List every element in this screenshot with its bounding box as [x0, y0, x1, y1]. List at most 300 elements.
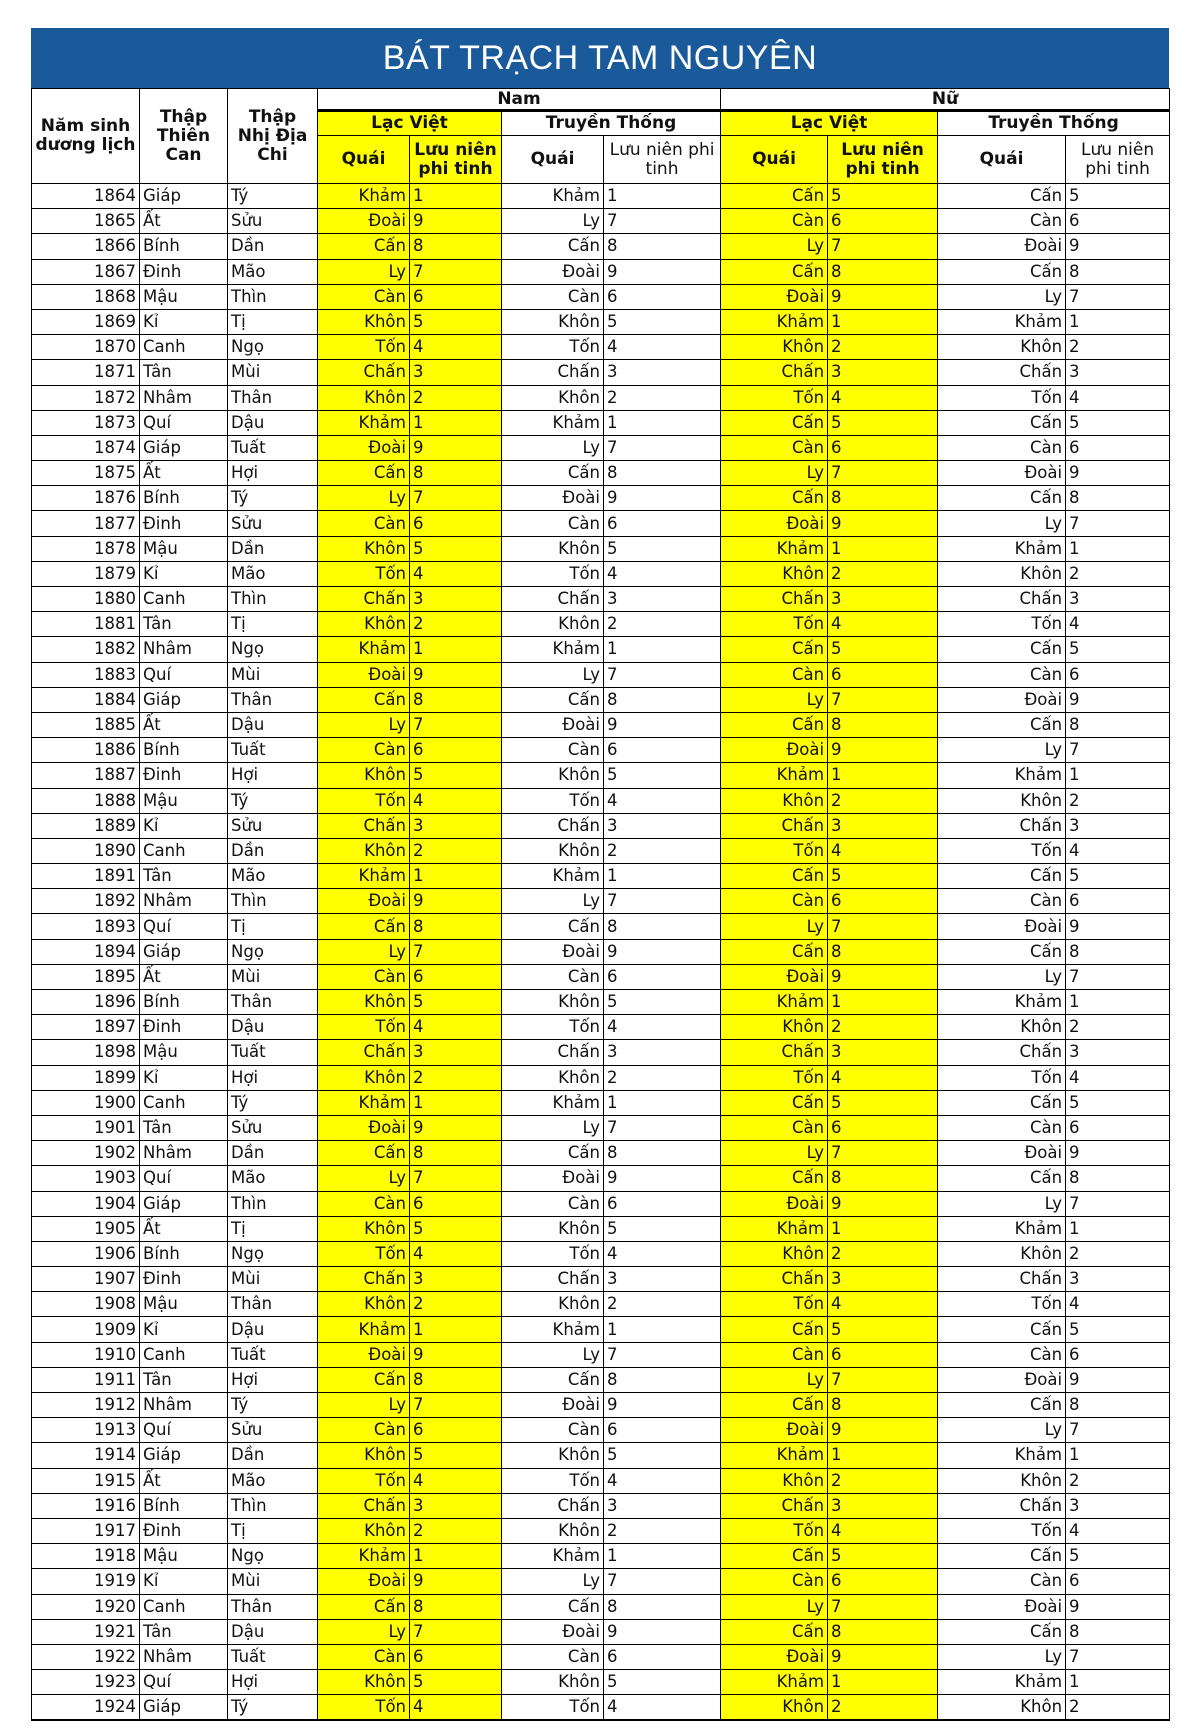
year-cell: 1900: [32, 1090, 140, 1115]
year-cell: 1872: [32, 385, 140, 410]
male-tt-quai-cell: Khôn: [502, 1292, 604, 1317]
male-tt-quai-cell: Ly: [502, 662, 604, 687]
stem-cell: Giáp: [140, 435, 228, 460]
table-row: [32, 1166, 1170, 1191]
female-tt-star-cell: 1: [1066, 536, 1170, 561]
male-lv-star-cell: 2: [410, 1518, 502, 1543]
year-cell: 1870: [32, 335, 140, 360]
male-lv-quai-cell: Ly: [318, 712, 410, 737]
female-tt-star-cell: 1: [1066, 1443, 1170, 1468]
female-tt-quai-cell: Càn: [938, 1342, 1066, 1367]
male-lv-quai-cell: Chấn: [318, 587, 410, 612]
male-tt-star-cell: 3: [604, 360, 721, 385]
female-lv-quai-cell: Chấn: [721, 1267, 828, 1292]
female-tt-star-cell: 2: [1066, 561, 1170, 586]
male-lv-star-cell: 6: [410, 964, 502, 989]
male-lv-star-cell: 4: [410, 335, 502, 360]
male-lv-star-cell: 6: [410, 284, 502, 309]
stem-cell: Nhâm: [140, 385, 228, 410]
stem-cell: Đinh: [140, 511, 228, 536]
female-lv-quai-cell: Khảm: [721, 1443, 828, 1468]
male-lv-quai-cell: Đoài: [318, 889, 410, 914]
male-tt-star-cell: 9: [604, 1393, 721, 1418]
female-tt-quai-cell: Cấn: [938, 712, 1066, 737]
female-tt-quai-cell: Đoài: [938, 234, 1066, 259]
stem-cell: Nhâm: [140, 637, 228, 662]
female-tt-star-cell: 3: [1066, 1493, 1170, 1518]
male-lv-star-cell: 1: [410, 864, 502, 889]
female-tt-quai-cell: Tốn: [938, 1518, 1066, 1543]
year-cell: 1916: [32, 1493, 140, 1518]
table-row: [32, 1695, 1170, 1721]
female-lv-quai-cell: Càn: [721, 1342, 828, 1367]
year-cell: 1896: [32, 990, 140, 1015]
year-cell: 1877: [32, 511, 140, 536]
year-cell: 1867: [32, 259, 140, 284]
female-lv-quai-cell: Chấn: [721, 587, 828, 612]
male-lv-star-cell: 5: [410, 1216, 502, 1241]
male-tt-star-cell: 2: [604, 385, 721, 410]
branch-cell: Thân: [228, 687, 318, 712]
year-cell: 1895: [32, 964, 140, 989]
table-row: [32, 939, 1170, 964]
stem-cell: Tân: [140, 612, 228, 637]
female-tt-star-cell: 2: [1066, 788, 1170, 813]
male-tt-star-cell: 4: [604, 1241, 721, 1266]
female-tt-star-cell: 7: [1066, 284, 1170, 309]
female-tt-quai-cell: Càn: [938, 889, 1066, 914]
year-cell: 1865: [32, 209, 140, 234]
female-tt-quai-cell: Đoài: [938, 1141, 1066, 1166]
branch-cell: Hợi: [228, 1367, 318, 1392]
branch-cell: Sửu: [228, 1418, 318, 1443]
male-lv-quai-cell: Khôn: [318, 1670, 410, 1695]
table-row: [32, 360, 1170, 385]
male-tt-star-cell: 1: [604, 1317, 721, 1342]
male-tt-quai-cell: Cấn: [502, 461, 604, 486]
female-tt-star-cell: 7: [1066, 738, 1170, 763]
header-male: Nam: [318, 89, 721, 111]
male-lv-star-cell: 1: [410, 637, 502, 662]
female-lv-quai-cell: Ly: [721, 1594, 828, 1619]
stem-cell: Canh: [140, 587, 228, 612]
branch-cell: Dần: [228, 234, 318, 259]
year-cell: 1881: [32, 612, 140, 637]
female-lv-star-cell: 3: [828, 813, 938, 838]
table-row: [32, 385, 1170, 410]
male-lv-quai-cell: Đoài: [318, 435, 410, 460]
branch-cell: Tị: [228, 1518, 318, 1543]
female-tt-quai-cell: Cấn: [938, 1393, 1066, 1418]
branch-cell: Ngọ: [228, 637, 318, 662]
female-tt-quai-cell: Chấn: [938, 1040, 1066, 1065]
header-year: Năm sinh dương lịch: [32, 89, 140, 184]
branch-cell: Thìn: [228, 587, 318, 612]
female-lv-star-cell: 5: [828, 864, 938, 889]
year-cell: 1866: [32, 234, 140, 259]
male-tt-quai-cell: Càn: [502, 1191, 604, 1216]
male-lv-quai-cell: Khôn: [318, 612, 410, 637]
male-tt-star-cell: 7: [604, 662, 721, 687]
male-lv-star-cell: 7: [410, 1166, 502, 1191]
year-cell: 1904: [32, 1191, 140, 1216]
table-row: [32, 1468, 1170, 1493]
header-stem: Thập Thiên Can: [140, 89, 228, 184]
female-lv-quai-cell: Khôn: [721, 788, 828, 813]
female-lv-quai-cell: Đoài: [721, 511, 828, 536]
female-lv-quai-cell: Cấn: [721, 1317, 828, 1342]
female-lv-quai-cell: Cấn: [721, 184, 828, 209]
branch-cell: Tý: [228, 788, 318, 813]
female-tt-quai-cell: Cấn: [938, 259, 1066, 284]
table-row: [32, 511, 1170, 536]
female-tt-quai-cell: Đoài: [938, 914, 1066, 939]
female-lv-star-cell: 5: [828, 1090, 938, 1115]
female-tt-quai-cell: Tốn: [938, 385, 1066, 410]
table-row: [32, 1015, 1170, 1040]
female-tt-star-cell: 6: [1066, 1115, 1170, 1140]
male-tt-star-cell: 6: [604, 1418, 721, 1443]
stem-cell: Giáp: [140, 939, 228, 964]
stem-cell: Ất: [140, 209, 228, 234]
female-lv-quai-cell: Càn: [721, 1115, 828, 1140]
stem-cell: Ất: [140, 712, 228, 737]
table-row: [32, 561, 1170, 586]
male-tt-star-cell: 8: [604, 1594, 721, 1619]
female-tt-star-cell: 5: [1066, 1090, 1170, 1115]
female-tt-quai-cell: Khảm: [938, 1670, 1066, 1695]
male-tt-star-cell: 9: [604, 1166, 721, 1191]
stem-cell: Giáp: [140, 687, 228, 712]
male-tt-star-cell: 4: [604, 1468, 721, 1493]
male-tt-quai-cell: Khảm: [502, 1090, 604, 1115]
male-tt-star-cell: 4: [604, 1015, 721, 1040]
male-tt-quai-cell: Đoài: [502, 1166, 604, 1191]
female-tt-star-cell: 8: [1066, 939, 1170, 964]
stem-cell: Kỉ: [140, 813, 228, 838]
female-lv-quai-cell: Chấn: [721, 1040, 828, 1065]
female-tt-quai-cell: Đoài: [938, 1367, 1066, 1392]
female-tt-star-cell: 2: [1066, 1241, 1170, 1266]
male-lv-star-cell: 8: [410, 234, 502, 259]
year-cell: 1917: [32, 1518, 140, 1543]
branch-cell: Hợi: [228, 763, 318, 788]
year-cell: 1891: [32, 864, 140, 889]
female-lv-quai-cell: Càn: [721, 662, 828, 687]
year-cell: 1873: [32, 410, 140, 435]
male-tt-quai-cell: Đoài: [502, 486, 604, 511]
female-tt-star-cell: 4: [1066, 838, 1170, 863]
male-lv-quai-cell: Tốn: [318, 788, 410, 813]
male-lv-star-cell: 6: [410, 1418, 502, 1443]
header-male-lv-star: Lưu niên phi tinh: [410, 136, 502, 184]
female-tt-quai-cell: Khảm: [938, 309, 1066, 334]
female-lv-star-cell: 4: [828, 385, 938, 410]
year-cell: 1869: [32, 309, 140, 334]
male-tt-star-cell: 9: [604, 1619, 721, 1644]
male-tt-star-cell: 1: [604, 1090, 721, 1115]
female-lv-quai-cell: Khảm: [721, 309, 828, 334]
stem-cell: Canh: [140, 335, 228, 360]
female-tt-quai-cell: Chấn: [938, 587, 1066, 612]
female-tt-quai-cell: Càn: [938, 209, 1066, 234]
branch-cell: Dậu: [228, 1619, 318, 1644]
male-lv-quai-cell: Cấn: [318, 914, 410, 939]
branch-cell: Thìn: [228, 1493, 318, 1518]
female-lv-quai-cell: Đoài: [721, 738, 828, 763]
male-tt-star-cell: 8: [604, 234, 721, 259]
male-lv-quai-cell: Chấn: [318, 1493, 410, 1518]
female-tt-star-cell: 1: [1066, 309, 1170, 334]
year-cell: 1874: [32, 435, 140, 460]
female-lv-star-cell: 8: [828, 486, 938, 511]
female-tt-quai-cell: Chấn: [938, 1493, 1066, 1518]
female-tt-quai-cell: Cấn: [938, 1166, 1066, 1191]
stem-cell: Ất: [140, 964, 228, 989]
male-lv-star-cell: 1: [410, 1544, 502, 1569]
female-lv-quai-cell: Ly: [721, 914, 828, 939]
table-row: [32, 687, 1170, 712]
female-lv-quai-cell: Cấn: [721, 1090, 828, 1115]
female-tt-quai-cell: Tốn: [938, 1065, 1066, 1090]
male-tt-star-cell: 1: [604, 184, 721, 209]
female-lv-quai-cell: Tốn: [721, 1065, 828, 1090]
male-lv-quai-cell: Tốn: [318, 335, 410, 360]
female-tt-quai-cell: Ly: [938, 738, 1066, 763]
branch-cell: Mão: [228, 561, 318, 586]
female-lv-star-cell: 1: [828, 763, 938, 788]
male-tt-star-cell: 8: [604, 687, 721, 712]
branch-cell: Mão: [228, 1468, 318, 1493]
male-lv-quai-cell: Càn: [318, 1644, 410, 1669]
male-lv-quai-cell: Khảm: [318, 1090, 410, 1115]
male-lv-star-cell: 7: [410, 259, 502, 284]
branch-cell: Mùi: [228, 662, 318, 687]
male-tt-star-cell: 6: [604, 511, 721, 536]
female-tt-quai-cell: Tốn: [938, 612, 1066, 637]
male-lv-quai-cell: Ly: [318, 1393, 410, 1418]
female-tt-quai-cell: Ly: [938, 1644, 1066, 1669]
female-lv-quai-cell: Chấn: [721, 360, 828, 385]
table-row: [32, 234, 1170, 259]
female-lv-quai-cell: Cấn: [721, 712, 828, 737]
female-tt-quai-cell: Khảm: [938, 763, 1066, 788]
female-tt-star-cell: 6: [1066, 662, 1170, 687]
male-tt-quai-cell: Khôn: [502, 309, 604, 334]
table-row: [32, 1216, 1170, 1241]
stem-cell: Tân: [140, 360, 228, 385]
table-row: [32, 788, 1170, 813]
female-lv-quai-cell: Cấn: [721, 864, 828, 889]
male-lv-quai-cell: Càn: [318, 511, 410, 536]
male-tt-quai-cell: Khôn: [502, 990, 604, 1015]
male-tt-star-cell: 5: [604, 536, 721, 561]
male-lv-quai-cell: Khôn: [318, 1216, 410, 1241]
female-tt-star-cell: 9: [1066, 914, 1170, 939]
female-lv-star-cell: 8: [828, 1619, 938, 1644]
branch-cell: Tuất: [228, 1342, 318, 1367]
female-lv-quai-cell: Ly: [721, 461, 828, 486]
stem-cell: Mậu: [140, 1040, 228, 1065]
female-lv-star-cell: 8: [828, 259, 938, 284]
table-row: [32, 1090, 1170, 1115]
female-lv-star-cell: 5: [828, 184, 938, 209]
male-tt-star-cell: 9: [604, 712, 721, 737]
female-tt-star-cell: 5: [1066, 637, 1170, 662]
branch-cell: Hợi: [228, 1670, 318, 1695]
male-tt-quai-cell: Đoài: [502, 712, 604, 737]
year-cell: 1922: [32, 1644, 140, 1669]
female-tt-star-cell: 1: [1066, 990, 1170, 1015]
male-tt-quai-cell: Ly: [502, 1342, 604, 1367]
male-tt-quai-cell: Cấn: [502, 914, 604, 939]
female-lv-quai-cell: Khôn: [721, 561, 828, 586]
male-tt-quai-cell: Chấn: [502, 1493, 604, 1518]
table-row: [32, 259, 1170, 284]
female-tt-quai-cell: Ly: [938, 284, 1066, 309]
table-row: [32, 1267, 1170, 1292]
male-tt-quai-cell: Càn: [502, 964, 604, 989]
male-tt-quai-cell: Khảm: [502, 864, 604, 889]
female-lv-star-cell: 2: [828, 1241, 938, 1266]
female-lv-star-cell: 5: [828, 1544, 938, 1569]
table-row: [32, 1367, 1170, 1392]
female-tt-star-cell: 8: [1066, 486, 1170, 511]
female-lv-star-cell: 2: [828, 788, 938, 813]
header-female-tt-quai: Quái: [938, 136, 1066, 184]
female-lv-star-cell: 1: [828, 1443, 938, 1468]
branch-cell: Tuất: [228, 738, 318, 763]
male-tt-quai-cell: Đoài: [502, 939, 604, 964]
male-lv-star-cell: 4: [410, 1015, 502, 1040]
year-cell: 1880: [32, 587, 140, 612]
male-tt-star-cell: 5: [604, 1443, 721, 1468]
year-cell: 1909: [32, 1317, 140, 1342]
table-row: [32, 1619, 1170, 1644]
male-lv-star-cell: 4: [410, 1241, 502, 1266]
male-lv-star-cell: 5: [410, 536, 502, 561]
table-row: [32, 1317, 1170, 1342]
male-tt-quai-cell: Càn: [502, 1644, 604, 1669]
branch-cell: Dần: [228, 838, 318, 863]
table-row: [32, 889, 1170, 914]
stem-cell: Nhâm: [140, 889, 228, 914]
male-lv-star-cell: 9: [410, 1342, 502, 1367]
stem-cell: Quí: [140, 662, 228, 687]
female-lv-quai-cell: Càn: [721, 435, 828, 460]
branch-cell: Tị: [228, 914, 318, 939]
stem-cell: Quí: [140, 410, 228, 435]
male-lv-star-cell: 4: [410, 1468, 502, 1493]
table-row: [32, 1115, 1170, 1140]
table-row: [32, 964, 1170, 989]
female-tt-star-cell: 6: [1066, 435, 1170, 460]
male-lv-quai-cell: Chấn: [318, 1040, 410, 1065]
male-tt-quai-cell: Cấn: [502, 1367, 604, 1392]
male-tt-star-cell: 2: [604, 1065, 721, 1090]
female-tt-star-cell: 8: [1066, 712, 1170, 737]
female-lv-star-cell: 5: [828, 410, 938, 435]
header-female-lv-star: Lưu niên phi tinh: [828, 136, 938, 184]
year-cell: 1864: [32, 184, 140, 209]
stem-cell: Tân: [140, 1367, 228, 1392]
male-lv-star-cell: 6: [410, 1191, 502, 1216]
female-tt-star-cell: 9: [1066, 234, 1170, 259]
year-cell: 1890: [32, 838, 140, 863]
stem-cell: Mậu: [140, 284, 228, 309]
female-lv-star-cell: 2: [828, 561, 938, 586]
male-lv-quai-cell: Cấn: [318, 1367, 410, 1392]
year-cell: 1912: [32, 1393, 140, 1418]
year-cell: 1879: [32, 561, 140, 586]
female-tt-star-cell: 5: [1066, 184, 1170, 209]
male-lv-star-cell: 7: [410, 1619, 502, 1644]
branch-cell: Dậu: [228, 1317, 318, 1342]
male-tt-star-cell: 9: [604, 486, 721, 511]
branch-cell: Ngọ: [228, 1241, 318, 1266]
male-tt-quai-cell: Khảm: [502, 1317, 604, 1342]
female-tt-star-cell: 7: [1066, 1191, 1170, 1216]
male-lv-quai-cell: Ly: [318, 1619, 410, 1644]
year-cell: 1871: [32, 360, 140, 385]
male-tt-star-cell: 5: [604, 1670, 721, 1695]
female-lv-star-cell: 2: [828, 1695, 938, 1721]
male-tt-quai-cell: Khôn: [502, 1065, 604, 1090]
male-tt-quai-cell: Đoài: [502, 1619, 604, 1644]
female-tt-star-cell: 6: [1066, 889, 1170, 914]
year-cell: 1894: [32, 939, 140, 964]
year-cell: 1923: [32, 1670, 140, 1695]
male-tt-quai-cell: Chấn: [502, 813, 604, 838]
table-row: [32, 662, 1170, 687]
stem-cell: Mậu: [140, 1544, 228, 1569]
female-lv-quai-cell: Khảm: [721, 536, 828, 561]
male-tt-star-cell: 4: [604, 1695, 721, 1721]
female-tt-star-cell: 7: [1066, 1644, 1170, 1669]
stem-cell: Nhâm: [140, 1141, 228, 1166]
branch-cell: Sửu: [228, 511, 318, 536]
female-lv-star-cell: 4: [828, 1065, 938, 1090]
male-tt-star-cell: 9: [604, 259, 721, 284]
female-lv-star-cell: 6: [828, 209, 938, 234]
branch-cell: Hợi: [228, 461, 318, 486]
female-tt-quai-cell: Ly: [938, 1418, 1066, 1443]
year-cell: 1876: [32, 486, 140, 511]
header-male-tt-quai: Quái: [502, 136, 604, 184]
female-lv-quai-cell: Cấn: [721, 259, 828, 284]
branch-cell: Tý: [228, 1695, 318, 1721]
female-lv-quai-cell: Tốn: [721, 1518, 828, 1543]
male-tt-quai-cell: Càn: [502, 511, 604, 536]
female-tt-quai-cell: Khôn: [938, 788, 1066, 813]
female-lv-quai-cell: Càn: [721, 889, 828, 914]
table-row: [32, 1065, 1170, 1090]
year-cell: 1913: [32, 1418, 140, 1443]
male-tt-quai-cell: Tốn: [502, 1695, 604, 1721]
stem-cell: Nhâm: [140, 1644, 228, 1669]
male-lv-quai-cell: Cấn: [318, 687, 410, 712]
female-lv-quai-cell: Càn: [721, 209, 828, 234]
year-cell: 1918: [32, 1544, 140, 1569]
male-lv-quai-cell: Ly: [318, 1166, 410, 1191]
male-tt-star-cell: 2: [604, 1292, 721, 1317]
female-lv-star-cell: 3: [828, 360, 938, 385]
table-row: [32, 1594, 1170, 1619]
female-lv-star-cell: 7: [828, 914, 938, 939]
female-tt-star-cell: 4: [1066, 1518, 1170, 1543]
male-tt-star-cell: 3: [604, 1040, 721, 1065]
female-tt-quai-cell: Khôn: [938, 1241, 1066, 1266]
